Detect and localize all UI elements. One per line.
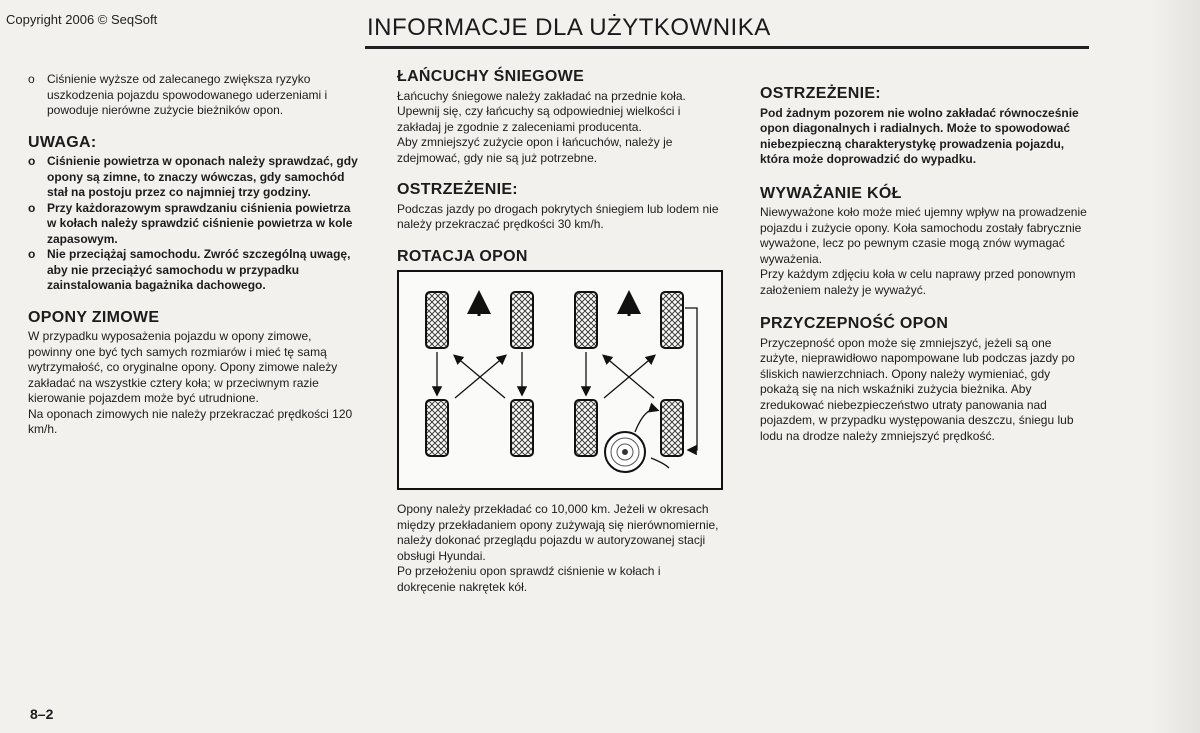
bullet-mark: o	[28, 72, 35, 86]
uwaga-item	[28, 154, 358, 201]
wywazanie-paragraph: Przy każdym zdjęciu koła w celu naprawy przed ponownym założeniem należy je wyważyć.	[760, 267, 1076, 297]
column-right	[760, 86, 1088, 444]
spare-wheel-icon	[605, 432, 645, 472]
ostrzezenie-paragraph: Podczas jazdy po drogach pokrytych śniegiem lub lodem nie należy przekraczać prędkości 30 km/h.	[397, 201, 719, 231]
arrow-icon	[685, 308, 697, 450]
ostrzezenie-heading: OSTRZEŻENIE:	[397, 181, 518, 198]
rotacja-paragraph: Opony należy przekładać co 10,000 km. Jeżeli w okresach między przekładaniem opony zużywają się nierównomiernie, należy dokonać przeglądu pojazdu w autoryzowanej stacji obsługi Hyundai.	[397, 502, 719, 563]
ostrzezenie-paragraph: Pod żadnym pozorem nie wolno zakładać równocześnie opon diagonalnych i radialnych. Może to spowodować niebezpieczną charakterystykę prowadzenia pojazdu, która może doprowadzić do wypadku.	[760, 105, 1079, 166]
tire-icon	[661, 400, 683, 456]
column-left	[28, 72, 358, 438]
uwaga-item-text: Przy każdorazowym sprawdzaniu ciśnienia powietrza w kołach należy sprawdzić ciśnienie powietrza w kole zapasowym.	[47, 200, 353, 246]
lancuchy-paragraph: Łańcuchy śniegowe należy zakładać na przednie koła. Upewnij się, czy łańcuchy są odpowiedniej wielkości i zakładaj je zgodnie z zaleceniami producenta.	[397, 88, 686, 134]
uwaga-item	[28, 201, 358, 248]
bullet-mark: o	[28, 200, 36, 215]
tire-rotation-svg	[399, 272, 721, 488]
wywazanie-paragraph: Niewyważone koło może mieć ujemny wpływ na prowadzenie pojazdu i zużycie opony. Koła samochodu zostały fabrycznie wyważone, lecz po pewnym czasie mogą znów wymagać wyważenia.	[760, 205, 1087, 266]
uwaga-heading: UWAGA:	[28, 133, 97, 151]
tire-icon	[426, 292, 448, 348]
tire-icon	[511, 292, 533, 348]
column-middle	[397, 69, 719, 595]
tire-icon	[511, 400, 533, 456]
page-edge-shadow	[1150, 0, 1200, 733]
opony-zimowe-paragraph: W przypadku wyposażenia pojazdu w opony zimowe, powinny one być tych samych rozmiarów i mieć tę samą wytrzymałość, co oryginalne opony. Opony zimowe należy zakładać na wszystkie cztery koła; w przeciwnym razie kierowanie pojazdem może być utrudnione.	[28, 329, 338, 405]
przyczepnosc-heading: PRZYCZEPNOŚĆ OPON	[760, 315, 949, 332]
page-title: INFORMACJE DLA UŻYTKOWNIKA	[367, 14, 771, 41]
title-rule	[365, 46, 1089, 49]
left-rotation-scheme	[426, 292, 533, 456]
ostrzezenie-heading: OSTRZEŻENIE:	[760, 85, 881, 102]
arrow-icon	[635, 410, 657, 432]
page-number: 8–2	[30, 706, 54, 722]
uwaga-item	[28, 247, 358, 294]
tire-icon	[426, 400, 448, 456]
tire-icon	[575, 400, 597, 456]
wywazanie-heading: WYWAŻANIE KÓŁ	[760, 184, 902, 202]
intro-bullet	[28, 72, 358, 119]
bullet-mark: o	[28, 154, 36, 168]
copyright-notice: Copyright 2006 © SeqSoft	[6, 12, 158, 27]
tire-icon	[661, 292, 683, 348]
uwaga-item-text: Nie przeciążaj samochodu. Zwróć szczególną uwagę, aby nie przeciążyć samochodu w przypadku zainstalowania bagażnika dachowego.	[47, 247, 351, 292]
arrow-icon	[651, 458, 669, 468]
przyczepnosc-paragraph: Przyczepność opon może się zmniejszyć, jeżeli są one zużyte, nieprawidłowo napompowane lub podczas jazdy po śliskich nawierzchniach. Opony należy wymieniać, gdy pokażą się na nich wskaźniki zużycia bieżnika. Aby zredukować niebezpieczeństwo utraty panowania nad pojazdem, w przypadku występowania deszczu, śniegu lub lodu na drodze należy zmniejszyć prędkość.	[760, 335, 1075, 443]
rotacja-paragraph: Po przełożeniu opon sprawdź ciśnienie w kołach i dokręcenie nakrętek kół.	[397, 564, 661, 594]
right-rotation-scheme	[575, 292, 697, 472]
opony-zimowe-heading: OPONY ZIMOWE	[28, 308, 160, 326]
lancuchy-heading: ŁAŃCUCHY ŚNIEGOWE	[397, 68, 585, 85]
tire-rotation-diagram	[397, 270, 723, 490]
bullet-mark: o	[28, 247, 36, 261]
intro-bullet-text: Ciśnienie wyższe od zalecanego zwiększa ryzyko uszkodzenia pojazdu spowodowanego uderzeniami i powoduje nierówne zużycie bieżników opon.	[47, 72, 328, 117]
tire-icon	[575, 292, 597, 348]
uwaga-item-text: Ciśnienie powietrza w oponach należy sprawdzać, gdy opony są zimne, to znaczy wówczas, gdy samochód stał na postoju przez co najmniej trzy godziny.	[47, 154, 358, 199]
rotacja-heading: ROTACJA OPON	[397, 247, 528, 265]
lancuchy-paragraph: Aby zmniejszyć zużycie opon i łańcuchów, należy je zdejmować, gdy nie są już potrzebne.	[397, 135, 673, 165]
opony-zimowe-paragraph: Na oponach zimowych nie należy przekraczać prędkości 120 km/h.	[28, 406, 353, 436]
